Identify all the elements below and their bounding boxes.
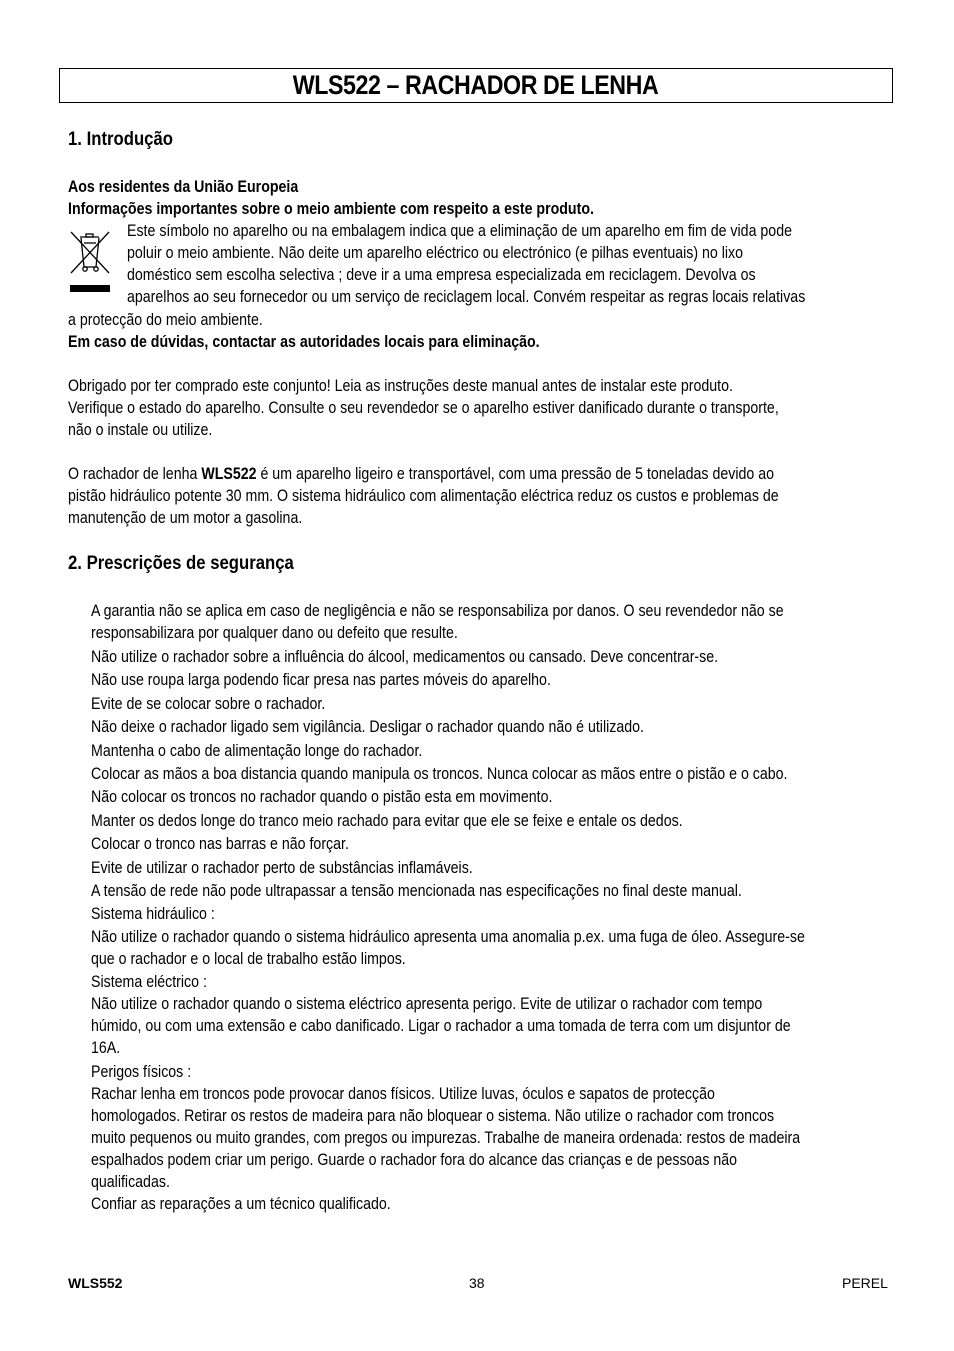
product-description-line: manutenção de um motor a gasolina.: [68, 509, 303, 527]
safety-line: Rachar lenha em troncos pode provocar danos físicos. Utilize luvas, óculos e sapatos de protecção: [91, 1085, 715, 1103]
safety-subheading: Perigos físicos :: [91, 1063, 192, 1081]
desc-suffix: é um aparelho ligeiro e transportável, com uma pressão de 5 toneladas devido ao: [256, 465, 774, 483]
environment-info-subtitle: Informações importantes sobre o meio ambiente com respeito a este produto.: [68, 200, 594, 218]
section-heading-safety: 2. Prescrições de segurança: [68, 553, 294, 574]
thanks-line: não o instale ou utilize.: [68, 421, 213, 439]
safety-line: Não colocar os troncos no rachador quando o pistão esta em movimento.: [91, 788, 553, 806]
disposal-doubt-note: Em caso de dúvidas, contactar as autoridades locais para eliminação.: [68, 333, 540, 351]
safety-line: húmido, ou com uma extensão e cabo danificado. Ligar o rachador a uma tomada de terra com um disjuntor de: [91, 1017, 791, 1035]
safety-line: Não use roupa larga podendo ficar presa nas partes móveis do aparelho.: [91, 671, 551, 689]
safety-line: muito pequenos ou muito grandes, com pregos ou impurezas. Trabalhe de maneira ordenada: restos de madeira: [91, 1129, 801, 1147]
safety-line: Não utilize o rachador quando o sistema hidráulico apresenta uma anomalia p.ex. uma fuga de óleo. Assegure-se: [91, 928, 805, 946]
footer-page-number: 38: [469, 1275, 485, 1291]
safety-line: espalhados podem criar um perigo. Guarde o rachador fora do alcance das crianças e de pessoas não: [91, 1151, 738, 1169]
safety-line: Não deixe o rachador ligado sem vigilância. Desligar o rachador quando não é utilizado.: [91, 718, 644, 736]
safety-line: Manter os dedos longe do tranco meio rachado para evitar que ele se feixe e entale os dedos.: [91, 812, 683, 830]
thanks-line: Verifique o estado do aparelho. Consulte o seu revendedor se o aparelho estiver danificado durante o transporte,: [68, 399, 779, 417]
desc-prefix: O rachador de lenha: [68, 465, 202, 483]
safety-line: Colocar o tronco nas barras e não forçar.: [91, 835, 349, 853]
eu-residents-title: Aos residentes da União Europeia: [68, 178, 299, 196]
weee-text-line: Este símbolo no aparelho ou na embalagem indica que a eliminação de um aparelho em fim de vida pode: [127, 222, 792, 240]
page-title: WLS522 – RACHADOR DE LENHA: [293, 70, 659, 100]
weee-text-line: aparelhos ao seu fornecedor ou um serviço de reciclagem local. Convém respeitar as regras locais relativas: [127, 288, 806, 306]
safety-line: responsabilizara por qualquer dano ou defeito que resulte.: [91, 624, 458, 642]
safety-line: Não utilize o rachador sobre a influência do álcool, medicamentos ou cansado. Deve concentrar-se.: [91, 648, 719, 666]
weee-bin-icon: [68, 229, 112, 297]
safety-line: Colocar as mãos a boa distancia quando manipula os troncos. Nunca colocar as mãos entre o pistão e o cabo.: [91, 765, 788, 783]
safety-line: Mantenha o cabo de alimentação longe do rachador.: [91, 742, 423, 760]
section-heading-introduction: 1. Introdução: [68, 129, 173, 150]
safety-line: A garantia não se aplica em caso de negligência e não se responsabiliza por danos. O seu revendedor não se: [91, 602, 784, 620]
safety-line: A tensão de rede não pode ultrapassar a tensão mencionada nas especificações no final deste manual.: [91, 882, 742, 900]
weee-text-line: doméstico sem escolha selectiva ; deve ir a uma empresa especializada em reciclagem. Devolva os: [127, 266, 756, 284]
safety-line: homologados. Retirar os restos de madeira para não bloquear o sistema. Não utilize o rachador com troncos: [91, 1107, 775, 1125]
safety-subheading: Sistema hidráulico :: [91, 905, 215, 923]
safety-line: Não utilize o rachador quando o sistema eléctrico apresenta perigo. Evite de utilizar o rachador com tempo: [91, 995, 763, 1013]
thanks-line: Obrigado por ter comprado este conjunto! Leia as instruções deste manual antes de instalar este produto.: [68, 377, 733, 395]
safety-line: Confiar as reparações a um técnico qualificado.: [91, 1195, 391, 1213]
desc-model: WLS522: [201, 465, 257, 483]
safety-line: que o rachador e o local de trabalho estão limpos.: [91, 950, 406, 968]
weee-text-line: poluir o meio ambiente. Não deite um aparelho eléctrico ou electrónico (e pilhas eventuais) no lixo: [127, 244, 744, 262]
product-description-line: [68, 463, 774, 485]
safety-line: 16A.: [91, 1039, 121, 1057]
safety-line: Evite de se colocar sobre o rachador.: [91, 695, 326, 713]
weee-text-line: a protecção do meio ambiente.: [68, 311, 263, 329]
safety-line: qualificadas.: [91, 1173, 170, 1191]
safety-line: Evite de utilizar o rachador perto de substâncias inflamáveis.: [91, 859, 473, 877]
safety-subheading: Sistema eléctrico :: [91, 973, 207, 991]
footer-brand: PEREL: [842, 1275, 888, 1291]
product-description-line: pistão hidráulico potente 30 mm. O sistema hidráulico com alimentação eléctrica reduz os custos e problemas de: [68, 487, 779, 505]
title-box: [59, 68, 893, 103]
footer-model: WLS552: [68, 1275, 123, 1291]
